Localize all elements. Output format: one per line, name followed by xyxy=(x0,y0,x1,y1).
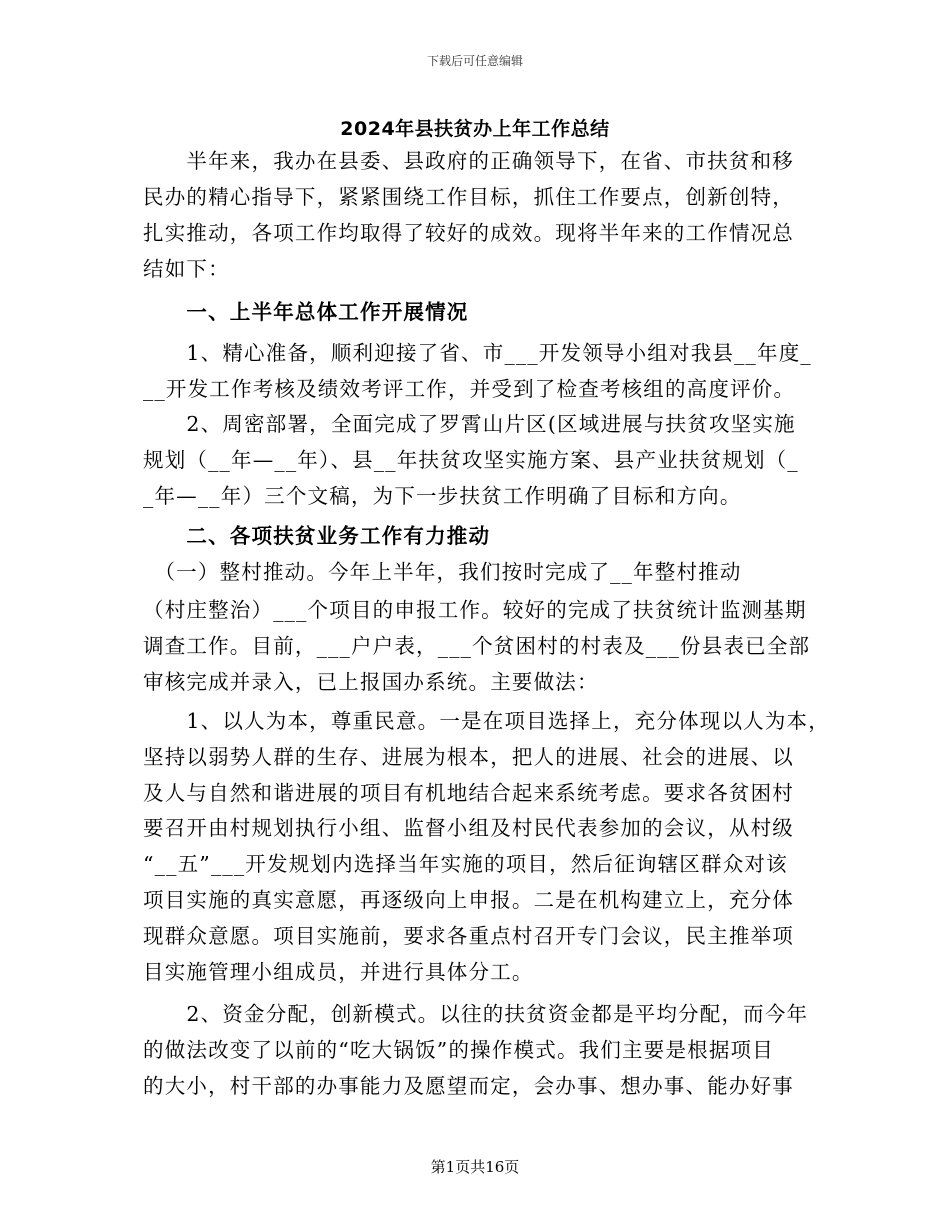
body-line: 的大小，村干部的办事能力及愿望而定，会办事、想办事、能办好事 xyxy=(143,1074,794,1098)
body-line: 扎实推动，各项工作均取得了较好的成效。现将半年来的工作情况总 xyxy=(143,221,794,245)
body-line: 坚持以弱势人群的生存、进展为根本，把人的进展、社会的进展、以 xyxy=(143,745,794,769)
header-note: 下载后可任意编辑 xyxy=(426,54,523,68)
body-line: 调查工作。目前，___户户表，___个贫困村的村表及___份县表已全部 xyxy=(143,634,811,658)
body-line: _年—__年）三个文稿，为下一步扶贫工作明确了目标和方向。 xyxy=(143,484,742,508)
body-line: 现群众意愿。项目实施前，要求各重点村召开专门会议，民主推举项 xyxy=(143,924,794,948)
body-line: （村庄整治）___个项目的申报工作。较好的完成了扶贫统计监测基期 xyxy=(143,598,807,622)
body-line: 规划（__年—__年）、县__年扶贫攻坚实施方案、县产业扶贫规划（_ xyxy=(143,448,799,472)
body-line: 1、以人为本，尊重民意。一是在项目选择上，充分体现以人为本， xyxy=(143,709,830,733)
body-line: 目实施管理小组成员，并进行具体分工。 xyxy=(143,960,534,984)
body-line: 的做法改变了以前的“吃大锅饭”的操作模式。我们主要是根据项目 xyxy=(143,1038,774,1062)
body-line: 民办的精心指导下，紧紧围绕工作目标，抓住工作要点，创新创特， xyxy=(143,185,794,209)
body-line: 审核完成并录入，已上报国办系统。主要做法： xyxy=(143,670,599,694)
body-line: 1、精心准备，顺利迎接了省、市___开发领导小组对我县__年度_ xyxy=(143,341,812,365)
body-line: 要召开由村规划执行小组、监督小组及村民代表参加的会议，从村级 xyxy=(143,816,794,840)
body-line: 及人与自然和谐进展的项目有机地结合起来系统考虑。要求各贫困村 xyxy=(143,781,794,805)
page-number-footer: 第1页共16页 xyxy=(430,1158,520,1176)
section-heading: 二、各项扶贫业务工作有力推动 xyxy=(143,524,491,548)
body-line: （一）整村推动。今年上半年，我们按时完成了__年整村推动 xyxy=(143,560,742,584)
body-line: __开发工作考核及绩效考评工作，并受到了检查考核组的高度评价。 xyxy=(143,377,796,401)
body-line: 项目实施的真实意愿，再逐级向上申报。二是在机构建立上，充分体 xyxy=(143,888,794,912)
body-line: 2、周密部署，全面完成了罗霄山片区(区域进展与扶贫攻坚实施 xyxy=(143,412,796,436)
body-line: 半年来，我办在县委、县政府的正确领导下，在省、市扶贫和移 xyxy=(143,149,794,173)
document-title: 2024年县扶贫办上年工作总结 xyxy=(340,118,610,140)
body-line: “__五”___开发规划内选择当年实施的项目，然后征询辖区群众对该 xyxy=(143,852,788,876)
body-line: 2、资金分配，创新模式。以往的扶贫资金都是平均分配，而今年 xyxy=(143,1002,809,1026)
section-heading: 一、上半年总体工作开展情况 xyxy=(143,300,469,324)
body-line: 结如下： xyxy=(143,257,230,281)
